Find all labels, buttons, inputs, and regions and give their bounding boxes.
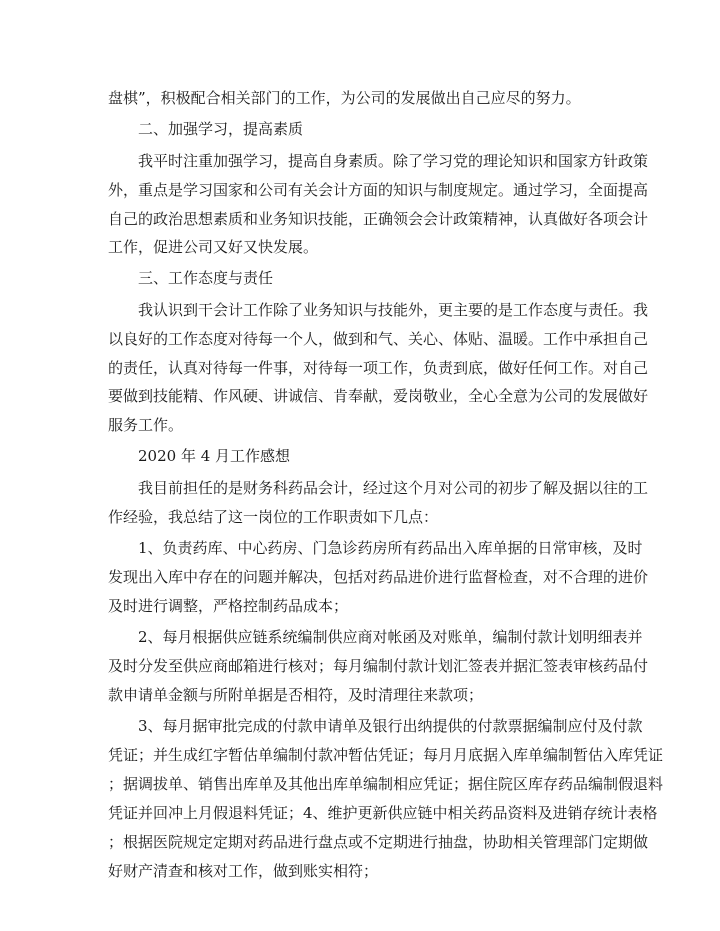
text-line: 外，重点是学习国家和公司有关会计方面的知识与制度规定。通过学习，全面提高 (108, 181, 649, 199)
text-line: 作经验，我总结了这一岗位的工作职责如下几点： (108, 508, 439, 526)
text-line: 我目前担任的是财务科药品会计，经过这个月对公司的初步了解及据以往的工 (138, 479, 649, 497)
text-line: 自己的政治思想素质和业务知识技能，正确领会会计政策精神，认真做好各项会计 (108, 210, 649, 228)
text-line: 凭证；并生成红字暂估单编制付款冲暂估凭证；每月月底据入库单编制暂估入库凭证 (108, 746, 664, 764)
text-line: 2、每月根据供应链系统编制供应商对帐函及对账单，编制付款计划明细表并 (138, 628, 643, 646)
text-line: 1、负责药库、中心药房、门急诊药房所有药品出入库单据的日常审核，及时 (138, 539, 643, 557)
text-line: 盘棋”，积极配合相关部门的工作，为公司的发展做出自己应尽的努力。 (108, 89, 581, 107)
text-line: 凭证并回冲上月假退料凭证；4、维护更新供应链中相关药品资料及进销存统计表格 (108, 804, 658, 822)
text-line: 款申请单金额与所附单据是否相符，及时清理往来款项； (108, 686, 484, 704)
text-line: ；据调拔单、销售出库单及其他出库单编制相应凭证；据住院区库存药品编制假退料 (108, 775, 664, 793)
text-line: 要做到技能精、作风硬、讲诚信、肯奉献，爱岗敬业，全心全意为公司的发展做好 (108, 387, 649, 405)
section-heading: 二、加强学习，提高素质 (138, 120, 304, 138)
section-heading: 2020 年 4 月工作感想 (138, 447, 291, 465)
text-line: 及时进行调整，严格控制药品成本； (108, 597, 349, 615)
text-line: 以良好的工作态度对待每一个人，做到和气、关心、体贴、温暖。工作中承担自己 (108, 330, 649, 348)
text-line: 发现出入库中存在的问题并解决，包括对药品进价进行监督检查，对不合理的进价 (108, 568, 649, 586)
text-line: 的责任，认真对待每一件事，对待每一项工作，负责到底，做好任何工作。对自己 (108, 359, 649, 377)
text-line: 我认识到干会计工作除了业务知识与技能外，更主要的是工作态度与责任。我 (138, 301, 649, 319)
text-line: 好财产清查和核对工作，做到账实相符； (108, 862, 379, 880)
text-line: 工作，促进公司又好又快发展。 (108, 238, 319, 256)
text-line: ；根据医院规定定期对药品进行盘点或不定期进行抽盘，协助相关管理部门定期做 (108, 833, 649, 851)
text-line: 及时分发至供应商邮箱进行核对；每月编制付款计划汇签表并据汇签表审核药品付 (108, 657, 649, 675)
text-line: 3、每月据审批完成的付款申请单及银行出纳提供的付款票据编制应付及付款 (138, 717, 643, 735)
section-heading: 三、工作态度与责任 (138, 269, 274, 287)
text-line: 服务工作。 (108, 416, 184, 434)
text-line: 我平时注重加强学习，提高自身素质。除了学习党的理论知识和国家方针政策 (138, 152, 649, 170)
